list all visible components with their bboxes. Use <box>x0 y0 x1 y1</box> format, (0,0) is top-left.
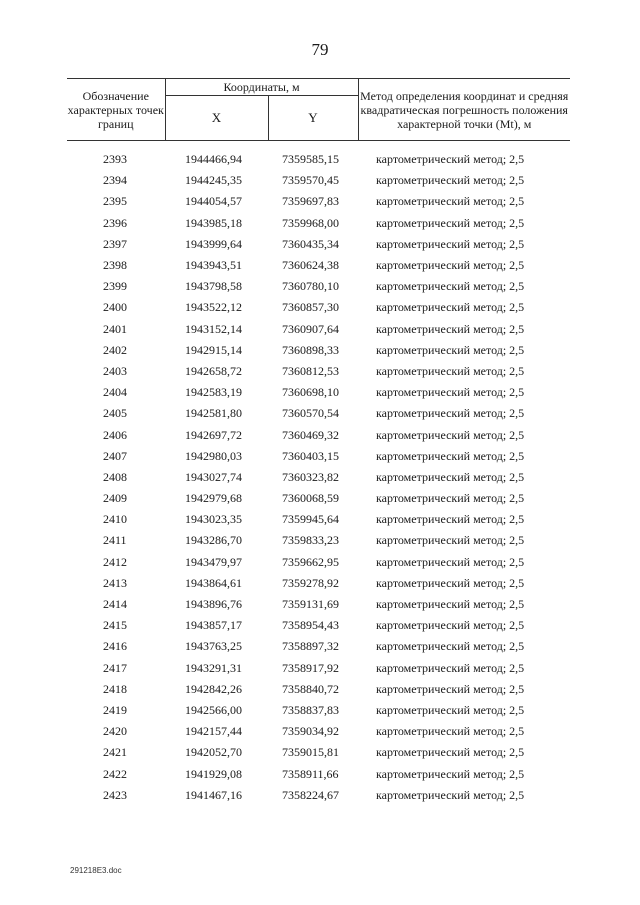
cell-method: картометрический метод; 2,5 <box>376 724 525 739</box>
table-row <box>67 141 570 171</box>
cell-point-number: 2396 <box>103 215 127 230</box>
cell-y-coordinate: 7360068,59 <box>282 491 339 506</box>
cell-method: картометрический метод; 2,5 <box>376 766 525 781</box>
cell-point-number: 2402 <box>103 342 127 357</box>
cell-y-coordinate: 7359945,64 <box>282 512 339 527</box>
cell-x-coordinate: 1944466,94 <box>185 152 242 167</box>
table-row <box>67 636 570 657</box>
cell-method: картометрический метод; 2,5 <box>376 236 525 251</box>
cell-point-number: 2409 <box>103 491 127 506</box>
header-point-designation: Обозначение характерных точек границ <box>67 79 165 141</box>
table-row <box>67 319 570 340</box>
table-row <box>67 297 570 318</box>
cell-x-coordinate: 1943522,12 <box>185 300 242 315</box>
cell-point-number: 2413 <box>103 575 127 590</box>
cell-point-number: 2410 <box>103 512 127 527</box>
cell-method: картометрический метод; 2,5 <box>376 702 525 717</box>
cell-y-coordinate: 7358954,43 <box>282 618 339 633</box>
cell-y-coordinate: 7358897,32 <box>282 639 339 654</box>
cell-y-coordinate: 7360857,30 <box>282 300 339 315</box>
cell-y-coordinate: 7360898,33 <box>282 342 339 357</box>
cell-y-coordinate: 7358911,66 <box>282 766 339 781</box>
cell-point-number: 2423 <box>103 787 127 802</box>
table-row <box>67 679 570 700</box>
table-header <box>67 79 570 141</box>
cell-method: картометрический метод; 2,5 <box>376 491 525 506</box>
cell-x-coordinate: 1942842,26 <box>185 681 242 696</box>
table-row <box>67 721 570 742</box>
cell-y-coordinate: 7360698,10 <box>282 385 339 400</box>
cell-point-number: 2399 <box>103 279 127 294</box>
cell-y-coordinate: 7358917,92 <box>282 660 339 675</box>
cell-method: картометрический метод; 2,5 <box>376 321 525 336</box>
cell-y-coordinate: 7360570,54 <box>282 406 339 421</box>
table-row <box>67 530 570 551</box>
cell-point-number: 2420 <box>103 724 127 739</box>
cell-point-number: 2406 <box>103 427 127 442</box>
table-row <box>67 552 570 573</box>
page-number: 79 <box>311 40 329 59</box>
table-row <box>67 742 570 763</box>
cell-x-coordinate: 1942583,19 <box>185 385 242 400</box>
table-row <box>67 488 570 509</box>
cell-x-coordinate: 1943985,18 <box>185 215 242 230</box>
header-y: Y <box>268 96 358 141</box>
cell-y-coordinate: 7360403,15 <box>282 448 339 463</box>
cell-point-number: 2395 <box>103 194 127 209</box>
cell-x-coordinate: 1942658,72 <box>185 363 242 378</box>
cell-point-number: 2393 <box>103 152 127 167</box>
cell-point-number: 2401 <box>103 321 127 336</box>
cell-x-coordinate: 1943864,61 <box>185 575 242 590</box>
cell-y-coordinate: 7360469,32 <box>282 427 339 442</box>
table-row <box>67 276 570 297</box>
cell-y-coordinate: 7359015,81 <box>282 745 339 760</box>
table-row <box>67 446 570 467</box>
table-row <box>67 573 570 594</box>
cell-point-number: 2405 <box>103 406 127 421</box>
coordinates-table <box>67 78 570 806</box>
cell-x-coordinate: 1943286,70 <box>185 533 242 548</box>
cell-method: картометрический метод; 2,5 <box>376 618 525 633</box>
footer-document-name: 291218E3.doc <box>70 866 122 875</box>
table-row <box>67 340 570 361</box>
table-row <box>67 658 570 679</box>
cell-method: картометрический метод; 2,5 <box>376 681 525 696</box>
cell-method: картометрический метод; 2,5 <box>376 215 525 230</box>
cell-x-coordinate: 1942980,03 <box>185 448 242 463</box>
cell-y-coordinate: 7359570,45 <box>282 173 339 188</box>
table-row <box>67 213 570 234</box>
cell-x-coordinate: 1941929,08 <box>185 766 242 781</box>
table-row <box>67 700 570 721</box>
cell-method: картометрический метод; 2,5 <box>376 469 525 484</box>
cell-x-coordinate: 1943479,97 <box>185 554 242 569</box>
cell-point-number: 2411 <box>103 533 127 548</box>
cell-method: картометрический метод; 2,5 <box>376 152 525 167</box>
cell-x-coordinate: 1942581,80 <box>185 406 242 421</box>
cell-y-coordinate: 7359662,95 <box>282 554 339 569</box>
cell-method: картометрический метод; 2,5 <box>376 363 525 378</box>
cell-point-number: 2415 <box>103 618 127 633</box>
cell-y-coordinate: 7360907,64 <box>282 321 339 336</box>
table-row <box>67 361 570 382</box>
cell-method: картометрический метод; 2,5 <box>376 385 525 400</box>
table-row <box>67 594 570 615</box>
cell-method: картометрический метод; 2,5 <box>376 533 525 548</box>
table-row <box>67 234 570 255</box>
cell-x-coordinate: 1943857,17 <box>185 618 242 633</box>
cell-point-number: 2412 <box>103 554 127 569</box>
cell-y-coordinate: 7359697,83 <box>282 194 339 209</box>
table-row <box>67 170 570 191</box>
cell-y-coordinate: 7360812,53 <box>282 363 339 378</box>
cell-method: картометрический метод; 2,5 <box>376 745 525 760</box>
cell-point-number: 2397 <box>103 236 127 251</box>
cell-point-number: 2416 <box>103 639 127 654</box>
cell-method: картометрический метод; 2,5 <box>376 300 525 315</box>
cell-x-coordinate: 1942157,44 <box>185 724 242 739</box>
cell-method: картометрический метод; 2,5 <box>376 427 525 442</box>
cell-y-coordinate: 7358840,72 <box>282 681 339 696</box>
cell-y-coordinate: 7360323,82 <box>282 469 339 484</box>
cell-x-coordinate: 1943027,74 <box>185 469 242 484</box>
cell-point-number: 2418 <box>103 681 127 696</box>
cell-point-number: 2400 <box>103 300 127 315</box>
cell-method: картометрический метод; 2,5 <box>376 787 525 802</box>
cell-x-coordinate: 1942566,00 <box>185 702 242 717</box>
cell-point-number: 2422 <box>103 766 127 781</box>
cell-x-coordinate: 1941467,16 <box>185 787 242 802</box>
cell-y-coordinate: 7358837,83 <box>282 702 339 717</box>
cell-method: картометрический метод; 2,5 <box>376 554 525 569</box>
header-x: X <box>165 96 268 141</box>
cell-method: картометрический метод; 2,5 <box>376 448 525 463</box>
cell-y-coordinate: 7359131,69 <box>282 597 339 612</box>
cell-point-number: 2419 <box>103 702 127 717</box>
header-method: Метод определения координат и средняя квадратическая погрешность положения характерной точки (Mt), м <box>358 79 570 141</box>
cell-y-coordinate: 7358224,67 <box>282 787 339 802</box>
cell-x-coordinate: 1943291,31 <box>185 660 242 675</box>
table-row <box>67 785 570 806</box>
cell-x-coordinate: 1943152,14 <box>185 321 242 336</box>
cell-point-number: 2421 <box>103 745 127 760</box>
cell-x-coordinate: 1944245,35 <box>185 173 242 188</box>
cell-x-coordinate: 1943023,35 <box>185 512 242 527</box>
table-row <box>67 403 570 424</box>
header-coordinates: Координаты, м <box>165 79 358 96</box>
cell-y-coordinate: 7359278,92 <box>282 575 339 590</box>
cell-y-coordinate: 7360780,10 <box>282 279 339 294</box>
cell-method: картометрический метод; 2,5 <box>376 660 525 675</box>
table-row <box>67 191 570 212</box>
table-row <box>67 424 570 445</box>
cell-x-coordinate: 1943763,25 <box>185 639 242 654</box>
cell-method: картометрический метод; 2,5 <box>376 173 525 188</box>
table-row <box>67 509 570 530</box>
cell-point-number: 2407 <box>103 448 127 463</box>
cell-point-number: 2408 <box>103 469 127 484</box>
cell-method: картометрический метод; 2,5 <box>376 258 525 273</box>
cell-x-coordinate: 1943896,76 <box>185 597 242 612</box>
cell-y-coordinate: 7359585,15 <box>282 152 339 167</box>
cell-point-number: 2417 <box>103 660 127 675</box>
table-row <box>67 382 570 403</box>
cell-x-coordinate: 1942915,14 <box>185 342 242 357</box>
cell-x-coordinate: 1943798,58 <box>185 279 242 294</box>
cell-x-coordinate: 1942697,72 <box>185 427 242 442</box>
cell-method: картометрический метод; 2,5 <box>376 575 525 590</box>
cell-method: картометрический метод; 2,5 <box>376 406 525 421</box>
cell-x-coordinate: 1943943,51 <box>185 258 242 273</box>
cell-point-number: 2404 <box>103 385 127 400</box>
cell-y-coordinate: 7360624,38 <box>282 258 339 273</box>
cell-method: картометрический метод; 2,5 <box>376 512 525 527</box>
cell-y-coordinate: 7359833,23 <box>282 533 339 548</box>
cell-method: картометрический метод; 2,5 <box>376 279 525 294</box>
table-row <box>67 255 570 276</box>
cell-y-coordinate: 7359968,00 <box>282 215 339 230</box>
cell-method: картометрический метод; 2,5 <box>376 597 525 612</box>
cell-point-number: 2394 <box>103 173 127 188</box>
cell-y-coordinate: 7360435,34 <box>282 236 339 251</box>
cell-method: картометрический метод; 2,5 <box>376 639 525 654</box>
cell-y-coordinate: 7359034,92 <box>282 724 339 739</box>
cell-x-coordinate: 1942979,68 <box>185 491 242 506</box>
cell-x-coordinate: 1944054,57 <box>185 194 242 209</box>
cell-x-coordinate: 1942052,70 <box>185 745 242 760</box>
cell-method: картометрический метод; 2,5 <box>376 194 525 209</box>
cell-point-number: 2403 <box>103 363 127 378</box>
cell-method: картометрический метод; 2,5 <box>376 342 525 357</box>
cell-point-number: 2414 <box>103 597 127 612</box>
table-row <box>67 467 570 488</box>
table-body <box>67 141 570 806</box>
cell-x-coordinate: 1943999,64 <box>185 236 242 251</box>
table-row <box>67 763 570 784</box>
cell-point-number: 2398 <box>103 258 127 273</box>
table-row <box>67 615 570 636</box>
